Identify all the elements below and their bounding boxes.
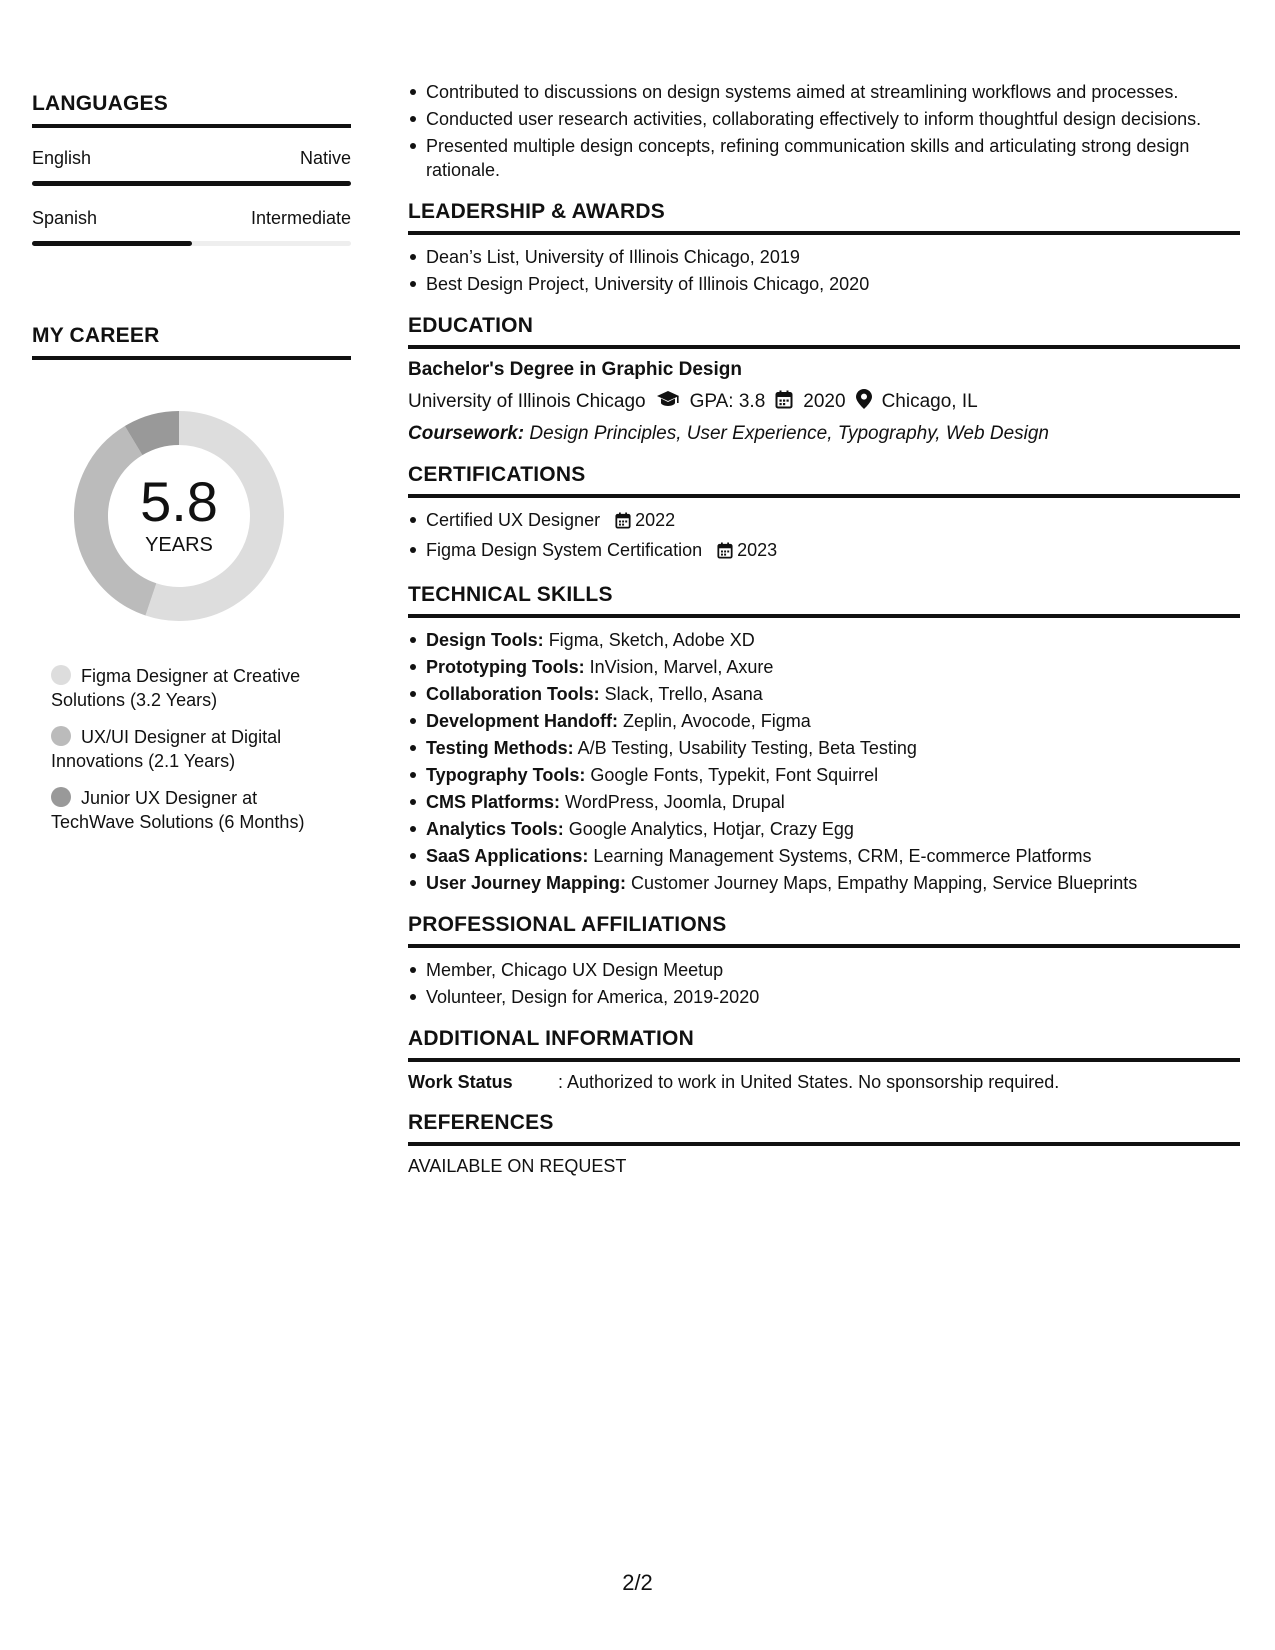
list-item: Contributed to discussions on design systems aimed at streamlining workflows and processes. [408,80,1240,104]
experience-bullets [408,80,1240,182]
language-proficiency-fill [32,241,192,246]
section-divider [408,944,1240,948]
graduation-cap-icon [656,390,680,414]
list-item: Volunteer, Design for America, 2019-2020 [408,985,1240,1009]
skill-value: InVision, Marvel, Axure [589,657,774,677]
skill-item [408,736,1240,760]
skill-value: Zeplin, Avocode, Figma [623,711,811,731]
certification-name: Figma Design System Certification [426,540,703,560]
list-item [408,538,1240,565]
career-legend [51,664,341,834]
language-spanish [32,208,351,246]
list-item: Member, Chicago UX Design Meetup [408,958,1240,982]
work-status-row [408,1072,1240,1093]
section-divider [408,1142,1240,1146]
section-divider [32,124,351,128]
section-divider [408,614,1240,618]
section-divider [32,356,351,360]
skill-label: Collaboration Tools: [426,684,600,704]
additional-info-section [408,1027,1240,1093]
legend-dot-icon [51,665,71,685]
affiliations-section [408,913,1240,1009]
right-column [408,80,1240,1177]
skill-item [408,871,1240,895]
certifications-section [408,463,1240,565]
references-text: AVAILABLE ON REQUEST [408,1156,627,1176]
skill-value: WordPress, Joomla, Drupal [565,792,785,812]
education-section [408,314,1240,445]
additional-info-title: ADDITIONAL INFORMATION [408,1027,694,1050]
legend-dot-icon [51,726,71,746]
school-name: University of Illinois Chicago [408,391,646,412]
certification-year: 2022 [635,510,676,530]
career-legend-item [51,725,341,773]
leadership-title: LEADERSHIP & AWARDS [408,200,665,223]
degree-name: Bachelor's Degree in Graphic Design [408,359,742,380]
career-role-label: Figma Designer at Creative Solutions (3.2 Years) [51,666,301,710]
language-proficiency-bar [32,241,351,246]
skill-label: CMS Platforms: [426,792,561,812]
skill-label: Testing Methods: [426,738,574,758]
section-divider [408,494,1240,498]
language-level: Intermediate [250,208,351,228]
affiliations-title: PROFESSIONAL AFFILIATIONS [408,913,727,936]
skill-item [408,844,1240,868]
calendar-icon [717,541,733,565]
list-item: Conducted user research activities, collaborating effectively to inform thoughtful design decisions. [408,107,1240,131]
skill-label: User Journey Mapping: [426,873,627,893]
career-title: MY CAREER [32,324,160,347]
list-item: Best Design Project, University of Illinois Chicago, 2020 [408,272,1240,296]
skill-value: Learning Management Systems, CRM, E-commerce Platforms [593,846,1092,866]
certifications-title: CERTIFICATIONS [408,463,586,486]
certification-year: 2023 [737,540,778,560]
skill-label: SaaS Applications: [426,846,589,866]
skill-label: Analytics Tools: [426,819,564,839]
career-role-label: UX/UI Designer at Digital Innovations (2.1 Years) [51,727,282,771]
skill-value: Google Fonts, Typekit, Font Squirrel [590,765,879,785]
certification-name: Certified UX Designer [426,510,601,530]
skill-value: Slack, Trello, Asana [604,684,763,704]
calendar-icon [615,511,631,535]
skill-item [408,628,1240,652]
languages-title: LANGUAGES [32,92,168,115]
section-divider [408,1058,1240,1062]
skill-value: Figma, Sketch, Adobe XD [548,630,755,650]
left-column [32,92,351,847]
skill-value: Google Analytics, Hotjar, Crazy Egg [568,819,854,839]
skill-item [408,763,1240,787]
skill-item [408,790,1240,814]
work-status-label: Work Status [408,1072,513,1092]
section-divider [408,231,1240,235]
list-item: Dean’s List, University of Illinois Chicago, 2019 [408,245,1240,269]
legend-dot-icon [51,787,71,807]
list-item: Presented multiple design concepts, refining communication skills and articulating strong design rationale. [408,134,1240,182]
career-total-unit: YEARS [145,533,213,556]
skill-label: Development Handoff: [426,711,619,731]
skill-value: Customer Journey Maps, Empathy Mapping, Service Blueprints [631,873,1138,893]
leadership-section [408,200,1240,296]
graduation-year: 2020 [803,391,846,412]
career-donut-chart [67,404,291,628]
skill-item [408,682,1240,706]
coursework-label: Coursework: [408,423,525,444]
education-title: EDUCATION [408,314,534,337]
career-legend-item [51,786,341,834]
skills-section [408,583,1240,895]
career-total-years: 5.8 [140,469,218,533]
page-number: 2/2 [622,1570,653,1595]
work-status-value: : Authorized to work in United States. No sponsorship required. [558,1072,1060,1092]
references-title: REFERENCES [408,1111,554,1134]
school-location: Chicago, IL [881,391,978,412]
language-english [32,148,351,186]
skill-value: A/B Testing, Usability Testing, Beta Testing [577,738,917,758]
calendar-icon [775,390,793,415]
skill-label: Typography Tools: [426,765,586,785]
skill-item [408,655,1240,679]
skill-label: Design Tools: [426,630,544,650]
language-level: Native [299,148,351,168]
section-divider [408,345,1240,349]
references-section [408,1111,1240,1177]
education-details [408,389,1240,415]
coursework [408,423,1240,445]
coursework-value: Design Principles, User Experience, Typography, Web Design [529,423,1049,444]
gpa-value: GPA: 3.8 [689,391,766,412]
career-legend-item [51,664,341,712]
list-item [408,508,1240,535]
skills-title: TECHNICAL SKILLS [408,583,613,606]
language-name: Spanish [32,208,98,228]
language-name: English [32,148,92,168]
skill-item [408,817,1240,841]
career-role-label: Junior UX Designer at TechWave Solutions (6 Months) [51,788,305,832]
language-proficiency-bar [32,181,351,186]
location-pin-icon [856,389,872,415]
skill-item [408,709,1240,733]
skill-label: Prototyping Tools: [426,657,585,677]
language-proficiency-fill [32,181,351,186]
